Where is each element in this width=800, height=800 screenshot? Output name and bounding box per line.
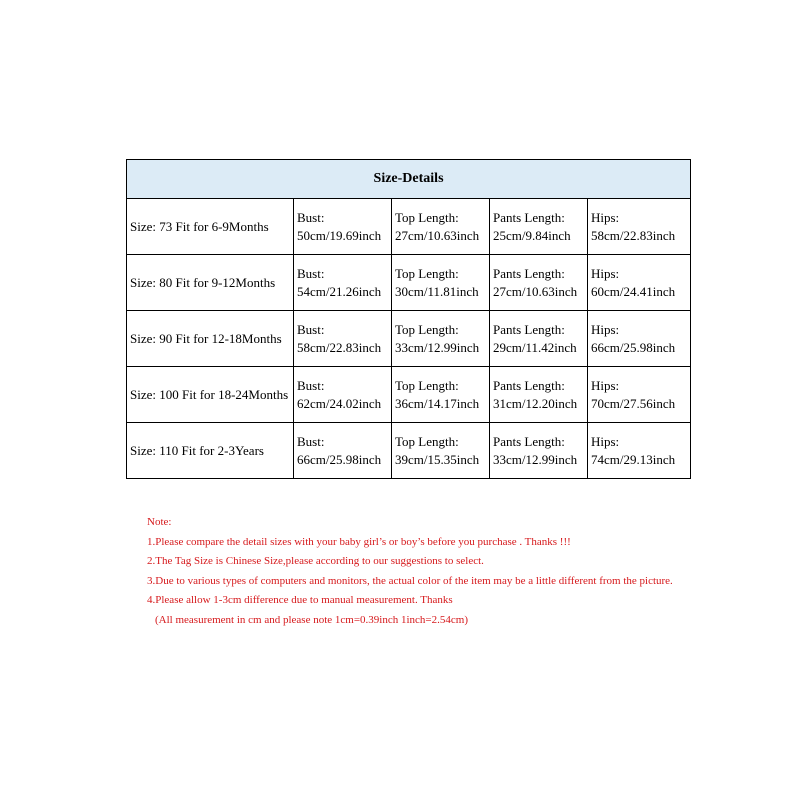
measurement-cell [588,255,691,311]
measurement-label: Bust: [297,377,325,393]
measurement-label: Top Length: [395,377,459,393]
measurement-label: Hips: [591,265,620,281]
size-label-cell: Size: 73 Fit for 6-9Months [127,199,294,255]
measurement-value: 33cm/12.99inch [395,339,480,355]
measurement-cell [294,367,392,423]
note-line-4: 4.Please allow 1-3cm difference due to manual measurement. Thanks [147,594,453,606]
measurement-cell [392,255,490,311]
measurement-label: Top Length: [395,265,459,281]
measurement-cell [392,199,490,255]
size-label-cell: Size: 110 Fit for 2-3Years [127,423,294,479]
measurement-value: 31cm/12.20inch [493,395,578,411]
measurement-cell [392,367,490,423]
measurement-label: Top Length: [395,321,459,337]
measurement-label: Pants Length: [493,321,565,337]
measurement-label: Bust: [297,265,325,281]
measurement-cell [392,423,490,479]
measurement-value: 70cm/27.56inch [591,395,676,411]
measurement-value: 58cm/22.83inch [591,227,676,243]
measurement-value: 58cm/22.83inch [297,339,382,355]
measurement-label: Hips: [591,377,620,393]
measurement-cell [294,311,392,367]
measurement-label: Pants Length: [493,265,565,281]
measurement-value: 30cm/11.81inch [395,283,479,299]
measurement-cell [490,311,588,367]
measurement-value: 36cm/14.17inch [395,395,480,411]
notes-heading: Note: [147,516,172,528]
measurement-cell [490,199,588,255]
measurement-value: 27cm/10.63inch [493,283,578,299]
table-row [127,367,691,423]
table-title: Size-Details [127,160,691,199]
table-row [127,199,691,255]
measurement-value: 25cm/9.84inch [493,227,571,243]
notes-section [147,513,673,630]
size-label-cell: Size: 90 Fit for 12-18Months [127,311,294,367]
measurement-cell [294,199,392,255]
note-line-2: 2.The Tag Size is Chinese Size,please according to our suggestions to select. [147,555,484,567]
measurement-label: Pants Length: [493,433,565,449]
size-details-table [126,159,691,479]
measurement-value: 62cm/24.02inch [297,395,382,411]
measurement-label: Bust: [297,433,325,449]
measurement-label: Bust: [297,209,325,225]
table-row [127,255,691,311]
note-line-1: 1.Please compare the detail sizes with your baby girl’s or boy’s before you purchase . Thanks !!! [147,535,571,548]
measurement-value: 60cm/24.41inch [591,283,676,299]
table-body [127,199,691,479]
measurement-value: 50cm/19.69inch [297,227,382,243]
measurement-label: Top Length: [395,209,459,225]
measurement-label: Pants Length: [493,377,565,393]
measurement-value: 39cm/15.35inch [395,451,480,467]
measurement-cell [588,423,691,479]
note-line-3: 3.Due to various types of computers and monitors, the actual color of the item may be a little different from the picture. [147,574,673,587]
measurement-cell [294,423,392,479]
measurement-cell [392,311,490,367]
measurement-label: Hips: [591,209,620,225]
measurement-value: 27cm/10.63inch [395,227,480,243]
measurement-cell [588,311,691,367]
measurement-cell [588,367,691,423]
measurement-cell [490,423,588,479]
table-row [127,423,691,479]
measurement-label: Top Length: [395,433,459,449]
size-label-cell: Size: 100 Fit for 18-24Months [127,367,294,423]
measurement-value: 54cm/21.26inch [297,283,382,299]
measurement-value: 66cm/25.98inch [297,451,382,467]
measurement-cell [588,199,691,255]
measurement-value: 33cm/12.99inch [493,451,578,467]
measurement-value: 66cm/25.98inch [591,339,676,355]
measurement-value: 74cm/29.13inch [591,451,676,467]
measurement-cell [490,367,588,423]
measurement-cell [294,255,392,311]
measurement-label: Hips: [591,321,620,337]
measurement-label: Pants Length: [493,209,565,225]
size-label-cell: Size: 80 Fit for 9-12Months [127,255,294,311]
measurement-label: Bust: [297,321,325,337]
table-row [127,311,691,367]
measurement-label: Hips: [591,433,620,449]
measurement-value: 29cm/11.42inch [493,339,577,355]
note-footnote: (All measurement in cm and please note 1cm=0.39inch 1inch=2.54cm) [155,613,468,626]
measurement-cell [490,255,588,311]
